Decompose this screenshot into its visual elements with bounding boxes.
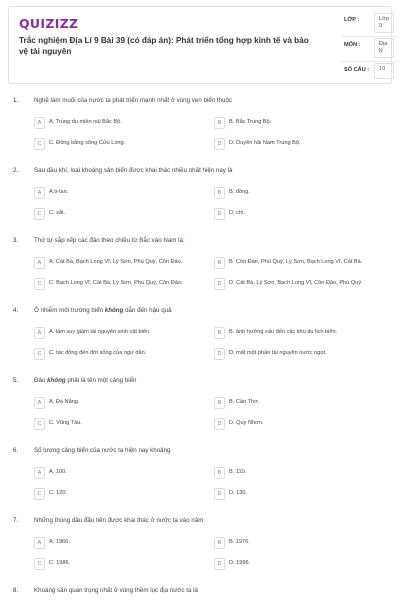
meta-divider xyxy=(341,61,397,62)
option-text: D. 1996. xyxy=(229,560,251,566)
option-text: B. 110. xyxy=(229,469,247,475)
option-letter-box: B xyxy=(214,117,225,129)
option-letter-box: C xyxy=(34,558,45,570)
option-text: A. Trung du miền núi Bắc Bộ. xyxy=(49,119,122,125)
option-letter-box: C xyxy=(34,208,45,220)
question-number: 7. xyxy=(13,517,19,524)
option-text: A. 100. xyxy=(49,469,67,475)
option-letter-box: D xyxy=(214,488,225,500)
option-text: D. Quy Nhơn. xyxy=(229,420,264,426)
meta-divider xyxy=(341,36,397,37)
quizizz-logo: QUIZIZZ xyxy=(19,16,79,31)
question-number: 2. xyxy=(13,167,19,174)
option-text: B. Côn Đảo, Phú Quý, Lý Sơn, Bạch Long Vĩ, Cát Bà. xyxy=(229,259,363,265)
grade-value: Lớp 9 xyxy=(374,13,394,33)
grade-label: LỚP : xyxy=(344,17,360,23)
question-text: Những thùng dầu đầu tiên được khai thác ở nước ta vào năm xyxy=(34,517,204,524)
option-text: C. 1986. xyxy=(49,560,71,566)
option-text: C. Bạch Long Vĩ, Cát Bà, Lý Sơn, Phú Quý, Côn Đảo. xyxy=(49,280,183,286)
option-text: C. Đồng bằng sông Cửu Long. xyxy=(49,140,126,146)
option-letter-box: C xyxy=(34,418,45,430)
option-letter-box: B xyxy=(214,327,225,339)
option-letter-box: A xyxy=(34,187,45,199)
option-text: D. Cát Bà, Lý Sơn, Bạch Long Vĩ, Côn Đảo, Phú Quý. xyxy=(229,280,363,286)
option-letter-box: D xyxy=(214,278,225,290)
question-text: Nghề làm muối của nước ta phát triển mạnh nhất ở vùng ven biển thuộc xyxy=(34,97,232,104)
option-text: C. sắt. xyxy=(49,210,66,216)
option-letter-box: B xyxy=(214,467,225,479)
question-text: Ô nhiễm môi trường biển không dẫn đến hậu quả xyxy=(34,307,172,314)
question-number: 8. xyxy=(13,587,19,594)
question-number: 1. xyxy=(13,97,19,104)
question-count-label: SỐ CÂU : xyxy=(344,67,370,73)
question-text: Khoáng sản quan trọng nhất ở vùng thềm lục địa nước ta là xyxy=(34,587,198,594)
option-text: D. 130. xyxy=(229,490,248,496)
option-text: D. mất một phần tài nguyên nước ngọt. xyxy=(229,350,327,356)
option-letter-box: A xyxy=(34,117,45,129)
option-letter-box: A xyxy=(34,467,45,479)
question-text: Số lượng cảng biển của nước ta hiện nay khoảng xyxy=(34,447,171,454)
question-number: 4. xyxy=(13,307,19,314)
question-number: 5. xyxy=(13,377,19,384)
option-letter-box: D xyxy=(214,348,225,360)
option-letter-box: C xyxy=(34,278,45,290)
question-text: Sau dầu khí, loại khoáng sản biển được khai thác nhiều nhất hiện nay là xyxy=(34,167,233,174)
option-text: B. Bắc Trung Bộ. xyxy=(229,119,272,125)
quiz-header xyxy=(8,6,392,84)
option-letter-box: A xyxy=(34,397,45,409)
option-text: B. 1976. xyxy=(229,539,250,545)
subject-label: MÔN : xyxy=(344,42,361,48)
option-letter-box: C xyxy=(34,138,45,150)
option-letter-box: B xyxy=(214,257,225,269)
option-letter-box: D xyxy=(214,138,225,150)
quiz-title: Trắc nghiệm Địa Lí 9 Bài 39 (có đáp án): Phát triển tổng hợp kinh tế và bảo vệ tài nguyên xyxy=(19,36,309,56)
negation-emphasis: không xyxy=(47,377,66,384)
option-letter-box: A xyxy=(34,537,45,549)
option-text: B. Cần Thơ. xyxy=(229,399,260,405)
question-number: 6. xyxy=(13,447,19,454)
question-text: Đâu không phải là tên một cảng biển xyxy=(34,377,137,384)
option-letter-box: D xyxy=(214,208,225,220)
option-text: B. ảnh hưởng xấu đến các khu du lịch biển. xyxy=(229,329,338,335)
option-text: C. 120. xyxy=(49,490,68,496)
option-text: C. tác động đến đời sống của ngư dân. xyxy=(49,350,147,356)
question-count-value: 10 xyxy=(374,63,394,79)
option-letter-box: B xyxy=(214,187,225,199)
option-text: A. 1966. xyxy=(49,539,70,545)
option-text: A.ti-tan. xyxy=(49,189,69,195)
negation-emphasis: không xyxy=(104,307,124,314)
option-letter-box: B xyxy=(214,397,225,409)
option-letter-box: A xyxy=(34,257,45,269)
option-letter-box: C xyxy=(34,348,45,360)
option-text: A. Đà Nẵng. xyxy=(49,399,80,405)
option-letter-box: C xyxy=(34,488,45,500)
question-number: 3. xyxy=(13,237,19,244)
question-text: Thứ tự sắp xếp các đảo theo chiều từ Bắc vào Nam là: xyxy=(34,237,185,244)
option-letter-box: D xyxy=(214,558,225,570)
option-letter-box: D xyxy=(214,418,225,430)
subject-value: Địa lý xyxy=(374,38,394,58)
option-text: D. Duyên hải Nam Trung Bộ. xyxy=(229,140,301,146)
option-text: A. làm suy giảm tài nguyên sinh vật biển. xyxy=(49,329,151,335)
option-text: A. Cát Bà, Bạch Long Vĩ, Lý Sơn, Phú Quý, Côn Đảo. xyxy=(49,259,183,265)
option-letter-box: A xyxy=(34,327,45,339)
option-letter-box: B xyxy=(214,537,225,549)
option-text: D. chì. xyxy=(229,210,246,216)
option-text: C. Vũng Tàu. xyxy=(49,420,82,426)
option-text: B. đồng. xyxy=(229,189,250,195)
